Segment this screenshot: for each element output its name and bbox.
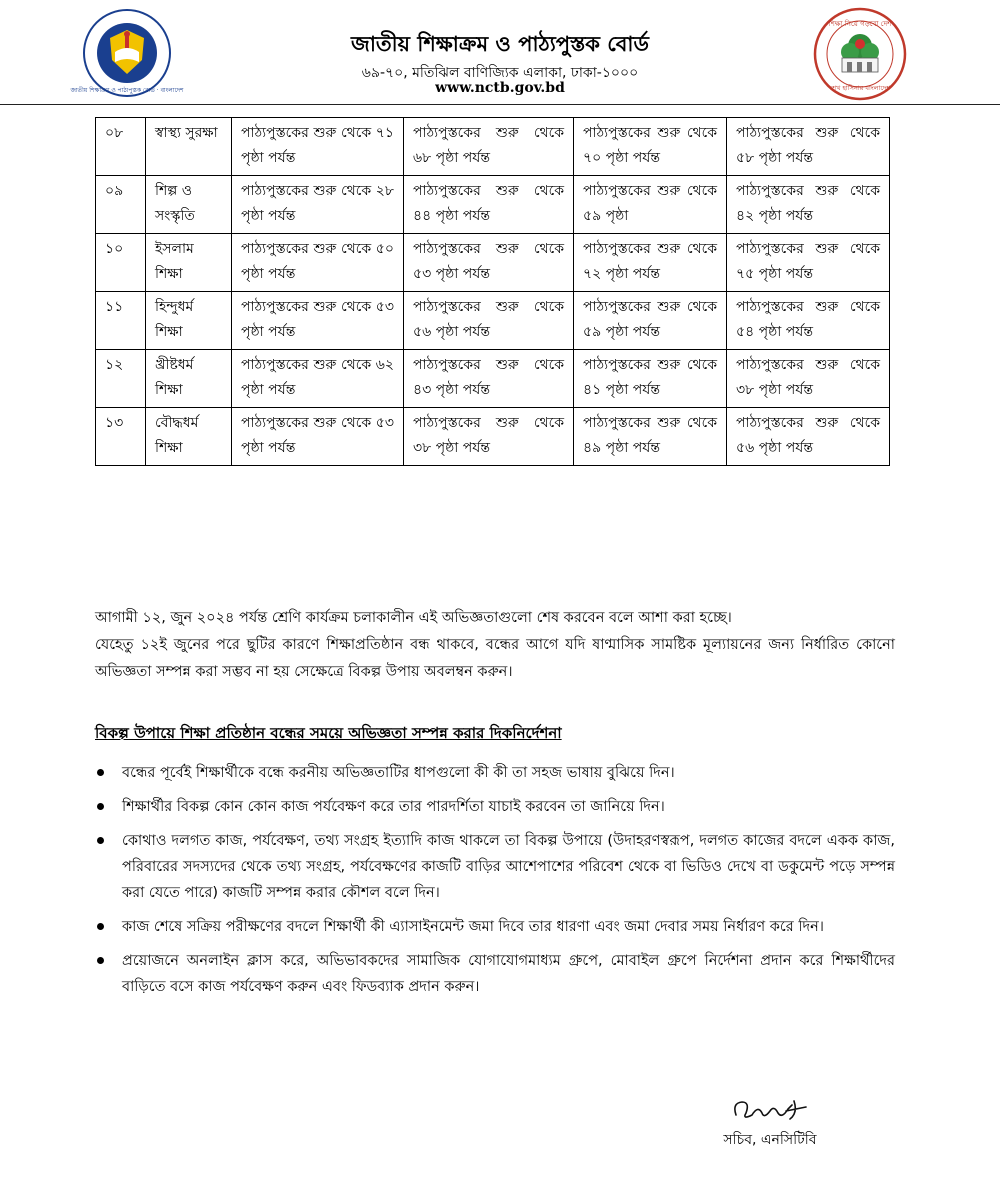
subject-cell: ইসলাম শিক্ষা xyxy=(146,234,232,292)
page-range-cell: পাঠ্যপুস্তকের শুরু থেকে ৫০ পৃষ্ঠা পর্যন্ত xyxy=(232,234,404,292)
schedule-paragraph xyxy=(95,605,895,686)
organization-title: জাতীয় শিক্ষাক্রম ও পাঠ্যপুস্তক বোর্ড xyxy=(351,32,649,56)
page-range-cell: পাঠ্যপুস্তকের শুরু থেকে ৪৩ পৃষ্ঠা পর্যন্ত xyxy=(404,350,574,408)
list-item xyxy=(95,914,895,940)
page-range-cell: পাঠ্যপুস্তকের শুরু থেকে ৭১ পৃষ্ঠা পর্যন্ত xyxy=(232,118,404,176)
paragraph-line: যেহেতু ১২ই জুনের পরে ছুটির কারণে শিক্ষাপ্রতিষ্ঠান বন্ধ থাকবে, বন্ধের আগে যদি ষাণ্মাসিক সামষ্টিক মূল্যায়নের জন্য নির্ধারিত কোনো অভিজ্ঞতা সম্পন্ন করা সম্ভব না হয় সেক্ষেত্রে বিকল্প উপায় অবলম্বন করুন। xyxy=(95,637,895,680)
page-range-cell: পাঠ্যপুস্তকের শুরু থেকে ৬২ পৃষ্ঠা পর্যন্ত xyxy=(232,350,404,408)
serial-cell: ১১ xyxy=(96,292,146,350)
list-item xyxy=(95,948,895,1000)
serial-cell: ১৩ xyxy=(96,408,146,466)
page-range-cell: পাঠ্যপুস্তকের শুরু থেকে ৫৬ পৃষ্ঠা পর্যন্ত xyxy=(727,408,890,466)
serial-cell: ১০ xyxy=(96,234,146,292)
page-range-cell: পাঠ্যপুস্তকের শুরু থেকে ৫৯ পৃষ্ঠা xyxy=(574,176,727,234)
guidelines-list xyxy=(95,760,895,1008)
paragraph-line: আগামী ১২, জুন ২০২৪ পর্যন্ত শ্রেণি কার্যক্রম চলাকালীন এই অভিজ্ঞতাগুলো শেষ করবেন বলে আশা করা হচ্ছে। xyxy=(95,610,732,626)
right-logo-top-text: শিক্ষা নিয়ে গড়বো দেশ xyxy=(828,20,892,28)
signatory-title: সচিব, এনসিটিবি xyxy=(723,1132,817,1148)
left-logo-text: জাতীয় শিক্ষাক্রম ও পাঠ্যপুস্তক বোর্ড · বাংলাদেশ xyxy=(70,87,184,94)
table-row xyxy=(96,234,890,292)
page-range-cell: পাঠ্যপুস্তকের শুরু থেকে ৪২ পৃষ্ঠা পর্যন্ত xyxy=(727,176,890,234)
page-range-cell: পাঠ্যপুস্তকের শুরু থেকে ৭৫ পৃষ্ঠা পর্যন্ত xyxy=(727,234,890,292)
right-logo-bottom-text: শেখ হাসিনার বাংলাদেশ xyxy=(829,84,891,92)
subject-cell: বৌদ্ধধর্ম শিক্ষা xyxy=(146,408,232,466)
campaign-logo xyxy=(812,6,908,102)
handwritten-signature xyxy=(728,1093,818,1125)
list-item-text: শিক্ষার্থীর বিকল্প কোন কোন কাজ পর্যবেক্ষণ করে তার পারদর্শিতা যাচাই করবেন তা জানিয়ে দিন। xyxy=(122,799,665,815)
bullet-icon xyxy=(97,803,104,810)
serial-cell: ০৮ xyxy=(96,118,146,176)
table-row xyxy=(96,350,890,408)
bullet-icon xyxy=(97,837,104,844)
page-range-cell: পাঠ্যপুস্তকের শুরু থেকে ৩৮ পৃষ্ঠা পর্যন্ত xyxy=(727,350,890,408)
page-range-cell: পাঠ্যপুস্তকের শুরু থেকে ৭২ পৃষ্ঠা পর্যন্ত xyxy=(574,234,727,292)
list-item-text: কাজ শেষে সক্রিয় পরীক্ষণের বদলে শিক্ষার্থী কী এ্যাসাইনমেন্ট জমা দিবে তার ধারণা এবং জমা দেবার সময় নির্ধারণ করে দিন। xyxy=(122,919,824,935)
subject-cell: হিন্দুধর্ম শিক্ষা xyxy=(146,292,232,350)
list-item xyxy=(95,828,895,906)
table-row xyxy=(96,118,890,176)
list-item xyxy=(95,794,895,820)
bullet-icon xyxy=(97,957,104,964)
page-range-cell: পাঠ্যপুস্তকের শুরু থেকে ৫৩ পৃষ্ঠা পর্যন্ত xyxy=(404,234,574,292)
header-divider xyxy=(0,104,1000,105)
page-range-cell: পাঠ্যপুস্তকের শুরু থেকে ৫৩ পৃষ্ঠা পর্যন্ত xyxy=(232,292,404,350)
subject-cell: স্বাস্থ্য সুরক্ষা xyxy=(146,118,232,176)
bullet-icon xyxy=(97,923,104,930)
subject-cell: শিল্প ও সংস্কৃতি xyxy=(146,176,232,234)
page-range-cell: পাঠ্যপুস্তকের শুরু থেকে ৪৪ পৃষ্ঠা পর্যন্ত xyxy=(404,176,574,234)
page-range-cell: পাঠ্যপুস্তকের শুরু থেকে ৭০ পৃষ্ঠা পর্যন্ত xyxy=(574,118,727,176)
page-range-cell: পাঠ্যপুস্তকের শুরু থেকে ২৮ পৃষ্ঠা পর্যন্ত xyxy=(232,176,404,234)
table-row xyxy=(96,176,890,234)
page-range-cell: পাঠ্যপুস্তকের শুরু থেকে ৫৪ পৃষ্ঠা পর্যন্ত xyxy=(727,292,890,350)
page-range-cell: পাঠ্যপুস্তকের শুরু থেকে ৫৬ পৃষ্ঠা পর্যন্ত xyxy=(404,292,574,350)
nctb-emblem-logo xyxy=(70,8,184,98)
serial-cell: ১২ xyxy=(96,350,146,408)
list-item xyxy=(95,760,895,786)
list-item-text: বন্ধের পূর্বেই শিক্ষার্থীকে বন্ধে করনীয় অভিজ্ঞতাটির ধাপগুলো কী কী তা সহজ ভাষায় বুঝিয়ে দিন। xyxy=(122,765,675,781)
page-range-cell: পাঠ্যপুস্তকের শুরু থেকে ৫৮ পৃষ্ঠা পর্যন্ত xyxy=(727,118,890,176)
subject-cell: খ্রীষ্টধর্ম শিক্ষা xyxy=(146,350,232,408)
serial-cell: ০৯ xyxy=(96,176,146,234)
organization-website: www.nctb.gov.bd xyxy=(435,80,565,96)
table-row xyxy=(96,408,890,466)
page-range-cell: পাঠ্যপুস্তকের শুরু থেকে ৪৯ পৃষ্ঠা পর্যন্ত xyxy=(574,408,727,466)
subject-page-table xyxy=(95,117,890,466)
list-item-text: প্রয়োজনে অনলাইন ক্লাস করে, অভিভাবকদের সামাজিক যোগাযোগমাধ্যম গ্রুপে, মোবাইল গ্রুপে নির্দেশনা প্রদান করে শিক্ষার্থীদের বাড়িতে বসে কাজ পর্যবেক্ষণ করুন এবং ফিডব্যাক প্রদান করুন। xyxy=(122,953,895,995)
table-row xyxy=(96,292,890,350)
page-range-cell: পাঠ্যপুস্তকের শুরু থেকে ৫৩ পৃষ্ঠা পর্যন্ত xyxy=(232,408,404,466)
page-range-cell: পাঠ্যপুস্তকের শুরু থেকে ৩৮ পৃষ্ঠা পর্যন্ত xyxy=(404,408,574,466)
list-item-text: কোথাও দলগত কাজ, পর্যবেক্ষণ, তথ্য সংগ্রহ ইত্যাদি কাজ থাকলে তা বিকল্প উপায়ে (উদাহরণস্বরূপ, দলগত কাজের বদলে একক কাজ, পরিবারের সদস্যদের থেকে তথ্য সংগ্রহ, পর্যবেক্ষণের কাজটি বাড়ির আশেপাশের পরিবেশ থেকে বা ভিডিও দেখে বা ডকুমেন্ট পড়ে সম্পন্ন করা যেতে পারে) কাজটি সম্পন্ন করার কৌশল বলে দিন। xyxy=(122,833,895,901)
page-range-cell: পাঠ্যপুস্তকের শুরু থেকে ৬৮ পৃষ্ঠা পর্যন্ত xyxy=(404,118,574,176)
page-range-cell: পাঠ্যপুস্তকের শুরু থেকে ৪১ পৃষ্ঠা পর্যন্ত xyxy=(574,350,727,408)
guidelines-heading: বিকল্প উপায়ে শিক্ষা প্রতিষ্ঠান বন্ধের সময়ে অভিজ্ঞতা সম্পন্ন করার দিকনির্দেশনা xyxy=(95,724,562,742)
letterhead xyxy=(0,0,1000,104)
organization-address: ৬৯-৭০, মতিঝিল বাণিজ্যিক এলাকা, ঢাকা-১০০০ xyxy=(361,65,639,81)
page-range-cell: পাঠ্যপুস্তকের শুরু থেকে ৫৯ পৃষ্ঠা পর্যন্ত xyxy=(574,292,727,350)
bullet-icon xyxy=(97,769,104,776)
